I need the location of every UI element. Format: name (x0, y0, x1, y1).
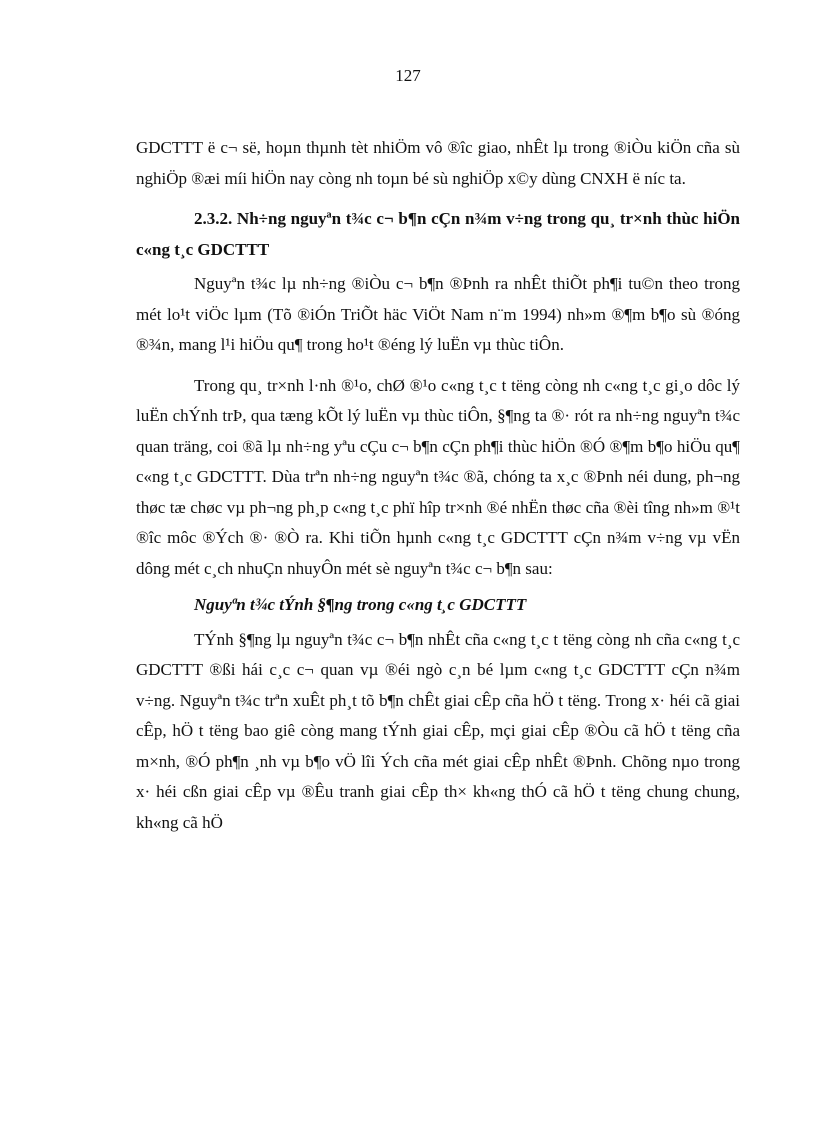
paragraph-principles: Trong qu¸ tr×nh l·nh ®¹o, chØ ®¹o c«ng t¸c t tëng còng nh c«ng t¸c gi¸o dôc lý luËn chÝnh trÞ, qua tæng kÕt lý luËn vµ thùc tiÔn, §¶ng ta ®· rót ra nh÷ng nguyªn t¾c quan träng, coi ®ã lµ nh÷ng yªu cÇu c¬ b¶n cÇn ph¶i thùc hiÖn ®Ó ®¶m b¶o hiÖu qu¶ c«ng t¸c GDCTTT. Dùa trªn nh÷ng nguyªn t¾c ®ã, chóng ta x¸c ®Þnh néi dung, ph¬ng thøc tæ chøc vµ ph¬ng ph¸p c«ng t¸c phï hîp tr×nh ®é nhËn thøc cña ®èi tîng nh»m ®¹t ®îc môc ®Ých ®· ®Ò ra. Khi tiÕn hµnh c«ng t¸c GDCTTT cÇn n¾m v÷ng vµ vËn dông mét c¸ch nhuÇn nhuyÔn mét sè nguyªn t¾c c¬ b¶n sau: (136, 375, 740, 578)
paragraph-intro: GDCTTT ë c¬ së, hoµn thµnh tèt nhiÖm vô ®îc giao, nhÊt lµ trong ®iÒu kiÖn cña sù nghiÖp ®æi míi hiÖn nay còng nh toµn bé sù nghiÖp x©y dùng CNXH ë níc ta. (136, 138, 740, 188)
document-body (136, 133, 740, 838)
paragraph-party-principle: TÝnh §¶ng lµ nguyªn t¾c c¬ b¶n nhÊt cña c«ng t¸c t tëng còng nh cña c«ng t¸c GDCTTT ®ßi hái c¸c c¬ quan vµ ®éi ngò c¸n bé lµm c«ng t¸c GDCTTT cÇn n¾m v÷ng. Nguyªn t¾c trªn xuÊt ph¸t tõ b¶n chÊt giai cÊp cña hÖ t tëng. Trong x· héi cã giai cÊp, hÖ t tëng bao giê còng mang tÝnh giai cÊp, mçi giai cÊp ®Òu cã hÖ t tëng cña m×nh, ®Ó ph¶n ¸nh vµ b¶o vÖ lîi Ých cña mét giai cÊp nhÊt ®Þnh. Chõng nµo trong x· héi cßn giai cÊp vµ ®Êu tranh giai cÊp th× kh«ng thÓ cã hÖ t tëng chung chung, kh«ng cã hÖ (136, 629, 740, 832)
paragraph-definition: Nguyªn t¾c lµ nh÷ng ®iÒu c¬ b¶n ®Þnh ra nhÊt thiÕt ph¶i tu©n theo trong mét lo¹t viÖc lµm (Tõ ®iÓn TriÕt häc ViÖt Nam n¨m 1994) nh»m ®¶m b¶o sù ®óng ®¾n, mang l¹i hiÖu qu¶ trong ho¹t ®éng lý luËn vµ thùc tiÔn. (136, 274, 740, 354)
section-heading: 2.3.2. Nh÷ng nguyªn t¾c c¬ b¶n cÇn n¾m v÷ng trong qu¸ tr×nh thùc hiÖn c«ng t¸c GDCTTT (136, 209, 740, 259)
page-number: 127 (395, 66, 421, 85)
subsection-heading: Nguyªn t¾c tÝnh §¶ng trong c«ng t¸c GDCTTT (194, 595, 527, 614)
